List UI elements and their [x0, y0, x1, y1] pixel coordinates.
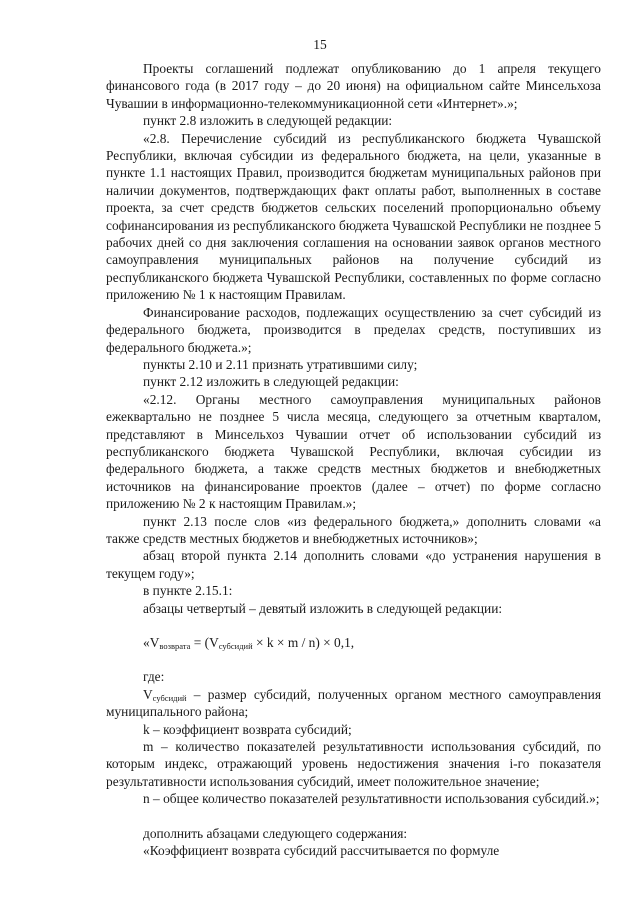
paragraph-federal-financing: Финансирование расходов, подлежащих осуществлению за счет субсидий из федерального бюджета, производится в пределах средств, поступивших из федерального бюджета.»;	[106, 304, 601, 355]
paragraph-item-2-12: «2.12. Органы местного самоуправления муниципальных районов ежеквартально не позднее 5 числа месяца, следующего за отчетным кварталом, представляют в Минсельхоз Чувашии отчет об использовании субсидий из республиканского бюджета Чувашской Республики, включая субсидии из федерального бюджета, а также средств местных бюджетов и внебюджетных источников на финансирование проектов (далее – отчет) по форме согласно приложению № 2 к настоящим Правилам.»;	[106, 391, 601, 512]
paragraph-abzacy-intro: абзацы четвертый – девятый изложить в следующей редакции:	[143, 600, 503, 616]
definition-k: k – коэффициент возврата субсидий;	[143, 721, 352, 737]
document-body	[106, 60, 601, 859]
paragraph-supplement-intro: дополнить абзацами следующего содержания:	[143, 825, 408, 841]
paragraph-items-2-10-2-11: пункты 2.10 и 2.11 признать утратившими силу;	[143, 356, 418, 372]
paragraph-item-2-15-1: в пункте 2.15.1:	[143, 583, 233, 599]
paragraph-item-2-13: пункт 2.13 после слов «из федерального бюджета,» дополнить словами «а также средств местных бюджетов и внебюджетных источников»;	[106, 513, 601, 546]
paragraph-item-2-8: «2.8. Перечисление субсидий из республиканского бюджета Чувашской Республики, включая субсидии из федерального бюджета, на цели, указанные в пункте 1.1 настоящих Правил, производится бюджетам муниципальных районов при наличии документов, подтверждающих факт оплаты работ, выполненных в составе проекта, за счет средств бюджетов сельских поселений пропорционально объему софинансирования из республиканского бюджета Чувашской Республики не позднее 5 рабочих дней со дня заключения соглашения на основании заявок органов местного самоуправления муниципальных районов на получение субсидий из республиканского бюджета Чувашской Республики, составленных по форме согласно приложению № 1 к настоящим Правилам.	[106, 130, 601, 303]
paragraph-item-2-12-intro: пункт 2.12 изложить в следующей редакции:	[143, 374, 399, 390]
paragraph-item-2-8-intro: пункт 2.8 изложить в следующей редакции:	[143, 113, 393, 129]
paragraph-drafts-publication: Проекты соглашений подлежат опубликованию до 1 апреля текущего финансового года (в 2017 году – до 20 июня) на официальном сайте Минсельхоза Чувашии в информационно-телекоммуникационной сети «Интернет».»;	[106, 61, 601, 111]
definition-m: m – количество показателей результативности использования субсидий, по которым индекс, отражающий уровень недостижения значения i-го показателя результативности использования субсидий, имеет положительное значение;	[106, 739, 601, 789]
formula-v-vozvrata: «$V_{возврата} = (V_{субсидий} \times k \times m / n) \times 0,1$,	[143, 635, 355, 651]
where-label: где:	[143, 669, 165, 685]
paragraph-item-2-14: абзац второй пункта 2.14 дополнить словами «до устранения нарушения в текущем году»;	[106, 548, 601, 581]
paragraph-coefficient-formula: «Коэффициент возврата субсидий рассчитывается по формуле	[143, 843, 500, 859]
page-number: 15	[313, 37, 327, 52]
definition-v-subsidiy: $V_{субсидий}$ – размер субсидий, полученных органом местного самоуправления муниципального района;	[106, 686, 601, 720]
definition-n: n – общее количество показателей результативности использования субсидий.»;	[143, 791, 600, 807]
